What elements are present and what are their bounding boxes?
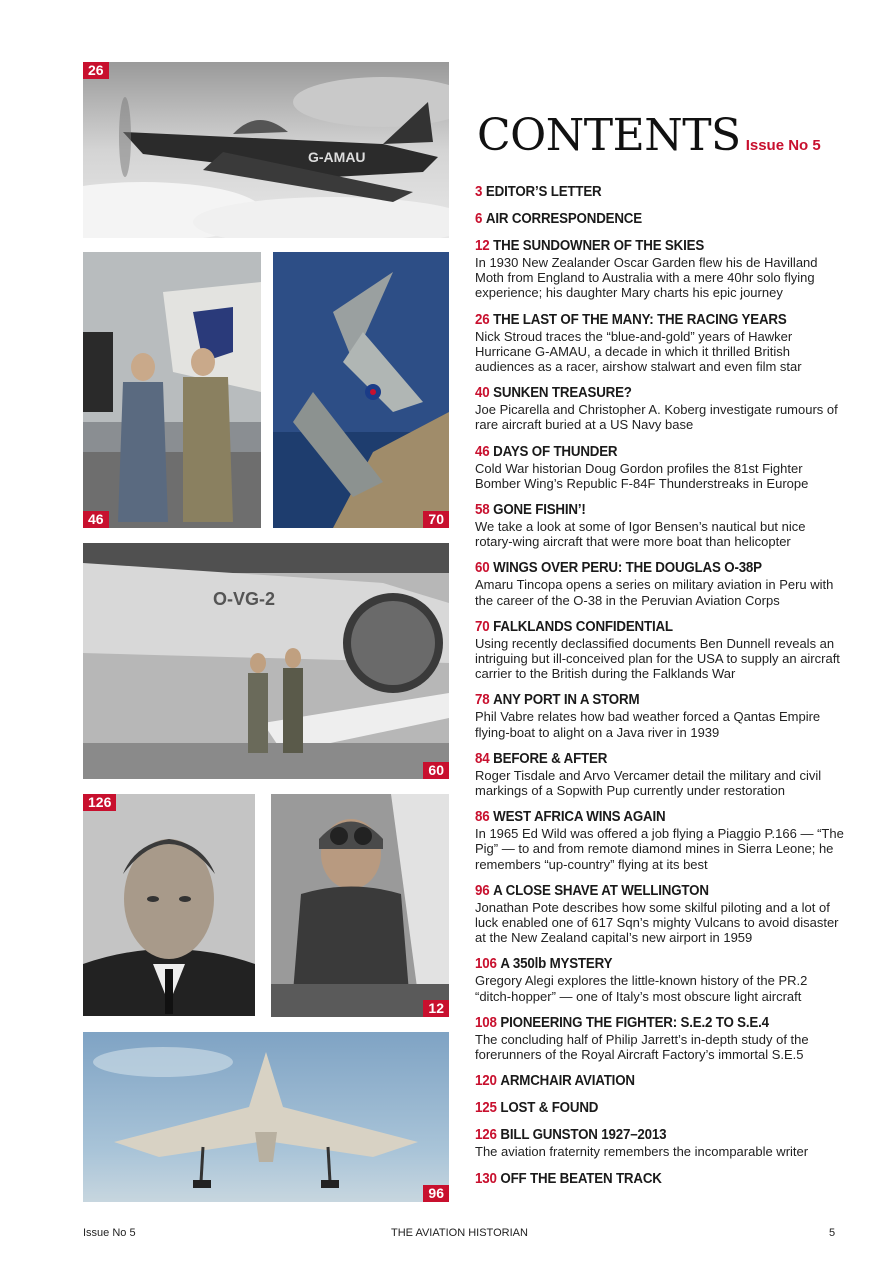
svg-text:G-AMAU: G-AMAU xyxy=(308,149,366,165)
article-title: GONE FISHIN’! xyxy=(493,502,586,519)
photo-aviator xyxy=(271,794,449,1017)
article-description: Using recently declassified documents Ben Dunnell reveals an intriguing but ill-conceived plan for the USA to supply an aircraft carrier to the British during the Falklands War xyxy=(475,635,840,682)
toc-entry[interactable] xyxy=(475,750,845,798)
page-number: 78 xyxy=(475,692,490,709)
page-number: 3 xyxy=(475,184,483,200)
article-title: BEFORE & AFTER xyxy=(493,750,608,767)
page-badge: 12 xyxy=(423,1000,449,1017)
toc-entry[interactable] xyxy=(475,183,845,201)
article-title: A 350lb MYSTERY xyxy=(500,956,613,973)
article-description: Phil Vabre relates how bad weather forced a Qantas Empire flying-boat to alight on a Java river in 1939 xyxy=(475,709,821,740)
page-number: 12 xyxy=(475,238,490,254)
toc-entry[interactable] xyxy=(475,501,845,549)
page-number: 40 xyxy=(475,385,490,402)
toc-entry[interactable] xyxy=(475,1014,845,1062)
photo-hurricane xyxy=(83,62,449,238)
table-of-contents xyxy=(475,183,845,1197)
page-number: 84 xyxy=(475,750,490,767)
article-title: ARMCHAIR AVIATION xyxy=(500,1073,635,1090)
article-title: SUNKEN TREASURE? xyxy=(493,385,632,402)
toc-entry[interactable] xyxy=(475,1099,845,1117)
article-description: The aviation fraternity remembers the incomparable writer xyxy=(475,1144,809,1160)
page-number: 108 xyxy=(475,1014,497,1031)
article-title: FALKLANDS CONFIDENTIAL xyxy=(493,618,673,635)
article-description: We take a look at some of Igor Bensen’s nautical but nice rotary-wing aircraft that were more boat than helicopter xyxy=(475,519,806,550)
page-number: 106 xyxy=(475,956,497,973)
article-title: ANY PORT IN A STORM xyxy=(493,692,640,709)
article-title: PIONEERING THE FIGHTER: S.E.2 TO S.E.4 xyxy=(500,1014,769,1031)
article-title: A CLOSE SHAVE AT WELLINGTON xyxy=(493,882,709,899)
toc-entry[interactable] xyxy=(475,443,845,491)
photo-pilots xyxy=(83,252,261,528)
article-title: DAYS OF THUNDER xyxy=(493,443,618,460)
article-description: Gregory Alegi explores the little-known history of the PR.2 “ditch-hopper” — one of Italy’s most obscure light aircraft xyxy=(475,973,808,1004)
toc-entry[interactable] xyxy=(475,237,845,301)
contents-header xyxy=(477,110,821,161)
page-number: 120 xyxy=(475,1073,497,1090)
page-number: 126 xyxy=(475,1127,497,1144)
article-description: Cold War historian Doug Gordon profiles the 81st Fighter Bomber Wing’s Republic F-84F Thunderstreaks in Europe xyxy=(475,460,809,491)
article-description: The concluding half of Philip Jarrett’s in-depth study of the forerunners of the Royal Aircraft Factory’s immortal S.E.5 xyxy=(475,1031,809,1063)
page-number: 70 xyxy=(475,618,490,635)
page-badge: 60 xyxy=(423,762,449,779)
footer-issue: Issue No 5 xyxy=(83,1227,136,1239)
article-title: WEST AFRICA WINS AGAIN xyxy=(493,809,666,826)
article-description: Joe Picarella and Christopher A. Koberg investigate rumours of rare aircraft buried at a US Navy base xyxy=(475,402,838,433)
toc-entry[interactable] xyxy=(475,210,845,228)
article-title: AIR CORRESPONDENCE xyxy=(485,211,642,227)
page-number: 125 xyxy=(475,1100,497,1117)
photo-jets xyxy=(273,252,449,528)
article-description: Nick Stroud traces the “blue-and-gold” years of Hawker Hurricane G-AMAU, a decade in which it thrilled British audiences as a racer, airshow stalwart and even film star xyxy=(475,328,802,375)
article-description: Roger Tisdale and Arvo Vercamer detail the military and civil markings of a Sopwith Pup currently under restoration xyxy=(475,767,822,799)
page-number: 60 xyxy=(475,560,490,577)
page-number: 26 xyxy=(475,311,490,328)
page-number: 46 xyxy=(475,443,490,460)
article-title: THE LAST OF THE MANY: THE RACING YEARS xyxy=(493,311,787,328)
article-title: OFF THE BEATEN TRACK xyxy=(500,1170,662,1187)
toc-entry[interactable] xyxy=(475,1170,845,1188)
toc-entry[interactable] xyxy=(475,1072,845,1090)
page-number: 96 xyxy=(475,882,490,899)
page-number: 86 xyxy=(475,809,490,826)
issue-label: Issue No 5 xyxy=(745,137,821,154)
article-description: Jonathan Pote describes how some skilful piloting and a lot of luck enabled one of 617 Sqn’s mighty Vulcans to avoid disaster at the New Zealand capital’s new airport in 1959 xyxy=(475,899,839,946)
toc-entry[interactable] xyxy=(475,311,845,375)
toc-entry[interactable] xyxy=(475,691,845,739)
toc-entry[interactable] xyxy=(475,1126,845,1159)
photo-portrait xyxy=(83,794,255,1016)
article-description: In 1930 New Zealander Oscar Garden flew his de Havilland Moth from England to Australia with a mere 40hr solo flying experience; his daughter Mary charts his epic journey xyxy=(475,255,818,301)
toc-entry[interactable] xyxy=(475,384,845,432)
footer-page-number: 5 xyxy=(829,1227,836,1239)
svg-text:O-VG-2: O-VG-2 xyxy=(213,589,276,609)
article-title: LOST & FOUND xyxy=(500,1100,599,1117)
article-description: In 1965 Ed Wild was offered a job flying a Piaggio P.166 — “The Pig” — to and from remote diamond mines in Sierra Leone; he remembers “up-country” flying at its best xyxy=(475,826,844,872)
page-number: 6 xyxy=(475,211,483,227)
article-description: Amaru Tincopa opens a series on military aviation in Peru with the career of the O-38 in the Peruvian Aviation Corps xyxy=(475,577,834,608)
article-title: BILL GUNSTON 1927–2013 xyxy=(500,1127,667,1144)
page-title: CONTENTS xyxy=(477,110,741,161)
page-badge: 96 xyxy=(423,1185,449,1202)
toc-entry[interactable] xyxy=(475,559,845,607)
page-number: 130 xyxy=(475,1170,497,1187)
article-title: WINGS OVER PERU: THE DOUGLAS O-38P xyxy=(493,560,762,577)
toc-entry[interactable] xyxy=(475,882,845,946)
photo-vulcan xyxy=(83,1032,449,1202)
toc-entry[interactable] xyxy=(475,618,845,682)
toc-entry[interactable] xyxy=(475,955,845,1003)
article-title: THE SUNDOWNER OF THE SKIES xyxy=(493,238,705,254)
page-badge: 46 xyxy=(83,511,109,528)
page-badge: 26 xyxy=(83,62,109,79)
toc-entry[interactable] xyxy=(475,808,845,872)
page-badge: 70 xyxy=(423,511,449,528)
photo-seaplane xyxy=(83,543,449,779)
page-number: 58 xyxy=(475,502,490,519)
footer-publication: THE AVIATION HISTORIAN xyxy=(391,1227,528,1239)
page-badge: 126 xyxy=(83,794,116,811)
article-title: EDITOR’S LETTER xyxy=(485,184,602,200)
